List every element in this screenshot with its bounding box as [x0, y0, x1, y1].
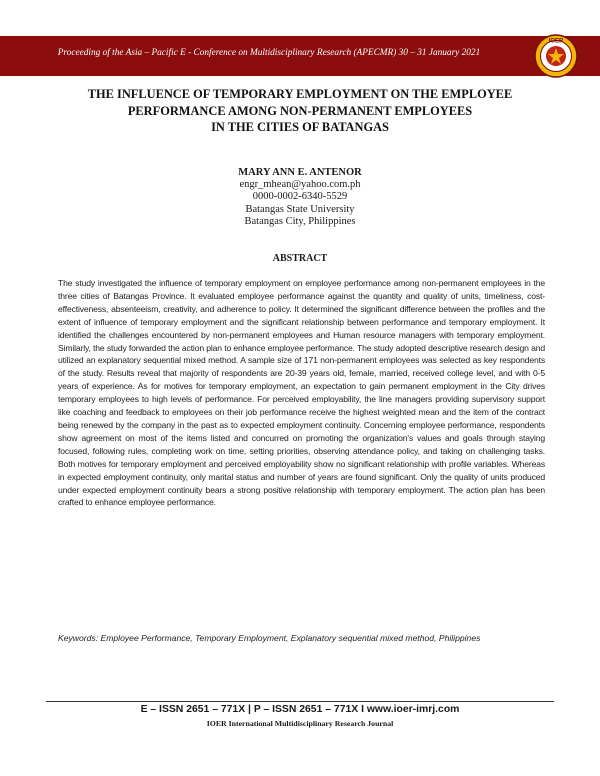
author-location: Batangas City, Philippines: [244, 215, 356, 227]
abstract-body: The study investigated the influence of temporary employment on employee performance among non-permanent employees in the three cities of Batangas Province. It evaluated employee performance against the quantity and quality of units, timeliness, cost-effectiveness, absenteeism, creativity, and adherence to policy. It determined the significant difference between the profiles and the extent of influence of temporary employment and the significant relationship between performance and temporary employment. It identified the challenges encountered by non-permanent employees and Human resource managers with temporary employment. Similarly, the study forwarded the action plan to enhance employee performance. The study adopted descriptive research design and utilized an explanatory sequential mixed method. A sample size of 171 non-permanent employees was selected as key respondents of the study. Results reveal that majority of respondents are 20-39 years old, female, married, received college level, and with 0-5 years of experience. As for motives for temporary employment, an expectation to gain permanent employment in the City drives temporary employees to high levels of performance. For perceived employability, the line managers providing supervisory support like coaching and feedback to employees on their job performance receive the highest weighted mean and the item of the contract being renewed by the company in the past as to expected employment continuity. Concerning employee performance, respondents show agreement on most of the items listed and concurred on promoting the organization's values and goals through staying focused, following rules, completing work on time, setting priorities, observing attendance policy, and taking on challenging tasks. Both motives for temporary employment and perceived employability show no significant relationship with profile variables. Whereas in expected employment continuity, only marital status and number of years are found significant. Only the quality of units produced under expected employment continuity bears a strong positive relationship with temporary employment. The action plan has been crafted to enhance employee performance.: [58, 278, 545, 508]
author-email: engr_mhean@yahoo.com.ph: [239, 179, 361, 191]
author-name: MARY ANN E. ANTENOR: [238, 167, 362, 178]
author-orcid: 0000-0002-6340-5529: [252, 191, 348, 203]
title-line: IN THE CITIES OF BATANGAS: [211, 120, 389, 134]
author-block: [0, 167, 600, 228]
footer-journal-name: IOER International Multidisciplinary Research Journal: [206, 719, 394, 728]
paper-title: [40, 86, 560, 136]
keywords: Keywords: Employee Performance, Temporary Employment, Explanatory sequential mixed method, Philippines: [58, 633, 481, 643]
conference-title: Proceeding of the Asia – Pacific E - Conference on Multidisciplinary Research (APECMR) 30 – 31 January 2021: [57, 48, 481, 58]
title-line: THE INFLUENCE OF TEMPORARY EMPLOYMENT ON THE EMPLOYEE: [87, 87, 513, 101]
ioer-logo: [534, 34, 578, 78]
footer-divider: [46, 701, 554, 702]
logo-text: IOER: [548, 38, 564, 45]
header-banner: [0, 36, 600, 76]
footer-issn: E – ISSN 2651 – 771X | P – ISSN 2651 – 771X I www.ioer-imrj.com: [140, 704, 460, 715]
author-institution: Batangas State University: [245, 203, 355, 215]
title-line: PERFORMANCE AMONG NON-PERMANENT EMPLOYEES: [127, 103, 473, 118]
abstract-heading: ABSTRACT: [272, 253, 328, 264]
